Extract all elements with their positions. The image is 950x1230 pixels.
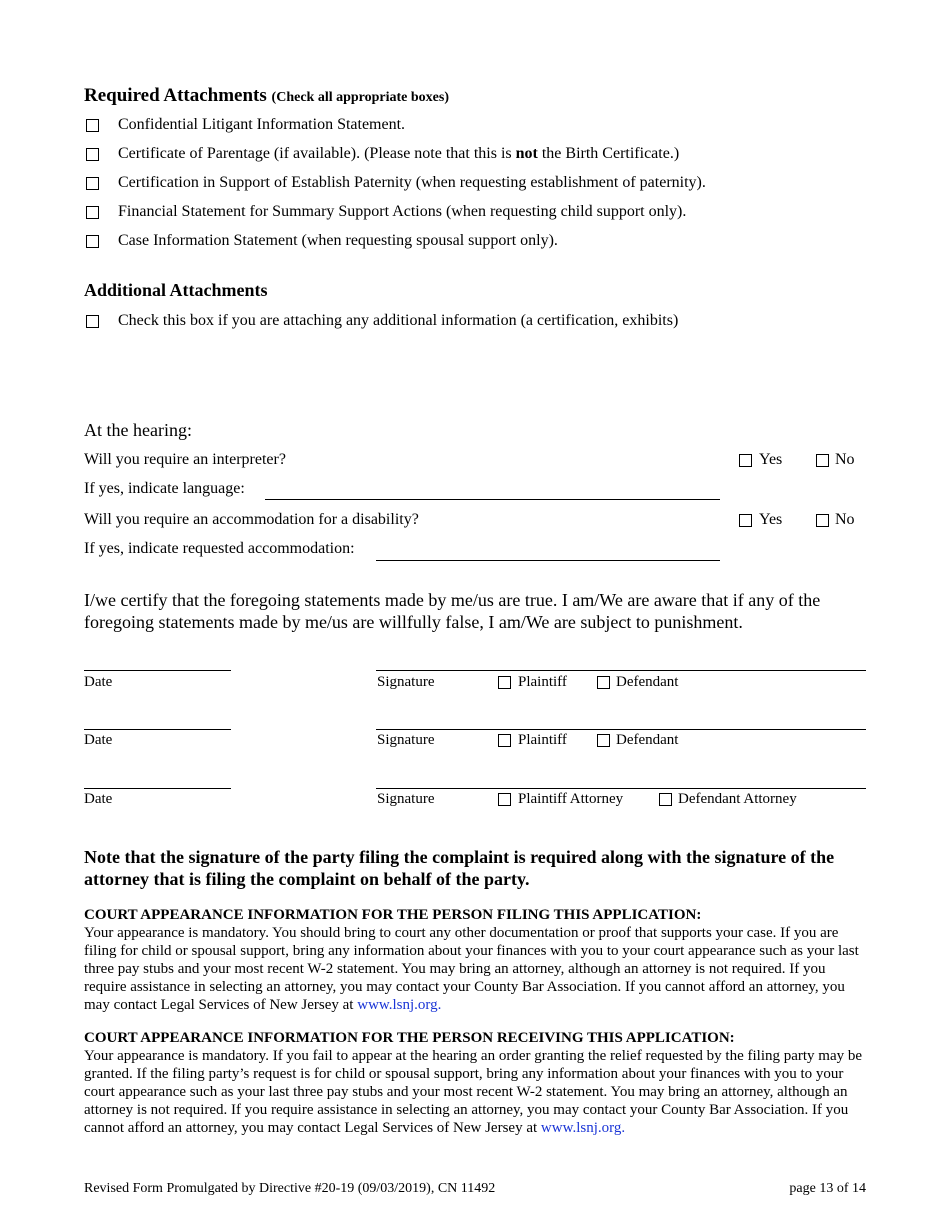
signature-line-1[interactable] [376, 670, 866, 671]
required-heading-text: Required Attachments [84, 85, 267, 106]
accommodation-no-label: No [835, 511, 855, 528]
footer-page-number: page 13 of 14 [789, 1181, 866, 1196]
required-item-2 [118, 144, 679, 164]
language-label: If yes, indicate language: [84, 480, 245, 497]
accommodation-input-line[interactable] [376, 560, 720, 561]
required-item-5: Case Information Statement (when requesting spousal support only). [118, 232, 558, 249]
interpreter-question: Will you require an interpreter? [84, 451, 286, 468]
checkbox-sig2-defendant[interactable] [597, 734, 610, 747]
receiving-info-text: Your appearance is mandatory. If you fail to appear at the hearing an order granting the relief requested by the filing party may be granted. If the filing party’s request is for child or spousal support, bring any information about your finances with you to your court appearance such as your last three pay stubs and your most recent W-2 statement. You may bring an attorney, although an attorney is not required. If you require assistance in selecting an attorney, you may contact your County Bar Association. If you cannot afford an attorney, you may contact Legal Services of New Jersey at [84, 1048, 863, 1136]
interpreter-no-label: No [835, 451, 855, 468]
checkbox-case-information[interactable] [86, 235, 99, 248]
sig1-defendant-label: Defendant [616, 674, 679, 690]
receiving-info-heading: COURT APPEARANCE INFORMATION FOR THE PERSON RECEIVING THIS APPLICATION: [84, 1030, 735, 1046]
checkbox-accommodation-no[interactable] [816, 514, 829, 527]
checkbox-interpreter-no[interactable] [816, 454, 829, 467]
checkbox-accommodation-yes[interactable] [739, 514, 752, 527]
checkbox-sig1-plaintiff[interactable] [498, 676, 511, 689]
filing-info-heading: COURT APPEARANCE INFORMATION FOR THE PERSON FILING THIS APPLICATION: [84, 907, 702, 923]
date-line-2[interactable] [84, 729, 231, 730]
required-item-2-pre: Certificate of Parentage (if available). (Please note that this is [118, 145, 516, 162]
filing-info-text: Your appearance is mandatory. You should bring to court any other documentation or proof that supports your case. If you are filing for child or spousal support, bring any information about your finances with you to your court appearance such as your last three pay stubs and your most recent W-2 statement. You may bring an attorney, although an attorney is not required. If you require assistance in selecting an attorney, you may contact your County Bar Association. If you cannot afford an attorney, you may contact Legal Services of New Jersey at [84, 925, 859, 1013]
signature-line-2[interactable] [376, 729, 866, 730]
required-item-4: Financial Statement for Summary Support Actions (when requesting child support only). [118, 203, 687, 220]
checkbox-interpreter-yes[interactable] [739, 454, 752, 467]
required-item-3: Certification in Support of Establish Paternity (when requesting establishment of paternity). [118, 174, 706, 191]
signature-line-3[interactable] [376, 788, 866, 789]
checkbox-sig1-defendant[interactable] [597, 676, 610, 689]
signature-label-2: Signature [377, 732, 435, 748]
certification-statement: I/we certify that the foregoing statements made by me/us are true. I am/We are aware that if any of the foregoing statements made by me/us are willfully false, I am/We are subject to punishment. [84, 590, 821, 632]
checkbox-financial-statement[interactable] [86, 206, 99, 219]
accommodation-yes-label: Yes [759, 511, 783, 528]
checkbox-sig2-plaintiff[interactable] [498, 734, 511, 747]
date-line-3[interactable] [84, 788, 231, 789]
filing-lsnj-link[interactable]: www.lsnj.org. [357, 997, 442, 1013]
additional-attachments-heading: Additional Attachments [84, 280, 268, 300]
checkbox-sig3-plaintiff-attorney[interactable] [498, 793, 511, 806]
sig3-plaintiff-attorney-label: Plaintiff Attorney [518, 791, 624, 807]
filing-info-body [84, 924, 864, 1014]
signature-note: Note that the signature of the party filing the complaint is required along with the signature of the attorney that is filing the complaint on behalf of the party. [84, 847, 835, 889]
date-label-2: Date [84, 732, 113, 748]
sig1-plaintiff-label: Plaintiff [518, 674, 567, 690]
checkbox-certificate-parentage[interactable] [86, 148, 99, 161]
required-item-2-post: the Birth Certificate.) [537, 145, 680, 162]
interpreter-yes-label: Yes [759, 451, 783, 468]
checkbox-additional-info[interactable] [86, 315, 99, 328]
language-input-line[interactable] [265, 499, 720, 500]
checkbox-sig3-defendant-attorney[interactable] [659, 793, 672, 806]
required-subheading: (Check all appropriate boxes) [271, 90, 450, 105]
required-attachments-heading [84, 85, 449, 109]
signature-label-1: Signature [377, 674, 435, 690]
required-item-1: Confidential Litigant Information Statement. [118, 116, 406, 133]
additional-item: Check this box if you are attaching any additional information (a certification, exhibits) [118, 312, 679, 329]
sig2-defendant-label: Defendant [616, 732, 679, 748]
sig3-defendant-attorney-label: Defendant Attorney [678, 791, 797, 807]
checkbox-certification-paternity[interactable] [86, 177, 99, 190]
footer-revision: Revised Form Promulgated by Directive #20-19 (09/03/2019), CN 11492 [84, 1181, 496, 1196]
receiving-info-body [84, 1047, 864, 1137]
receiving-lsnj-link[interactable]: www.lsnj.org. [540, 1120, 626, 1136]
required-item-2-bold: not [515, 145, 538, 162]
date-label-1: Date [84, 674, 113, 690]
date-line-1[interactable] [84, 670, 231, 671]
accommodation-label: If yes, indicate requested accommodation: [84, 540, 355, 557]
checkbox-confidential-litigant[interactable] [86, 119, 99, 132]
date-label-3: Date [84, 791, 113, 807]
sig2-plaintiff-label: Plaintiff [518, 732, 567, 748]
signature-label-3: Signature [377, 791, 435, 807]
accommodation-question: Will you require an accommodation for a disability? [84, 511, 419, 528]
hearing-title: At the hearing: [84, 420, 192, 440]
